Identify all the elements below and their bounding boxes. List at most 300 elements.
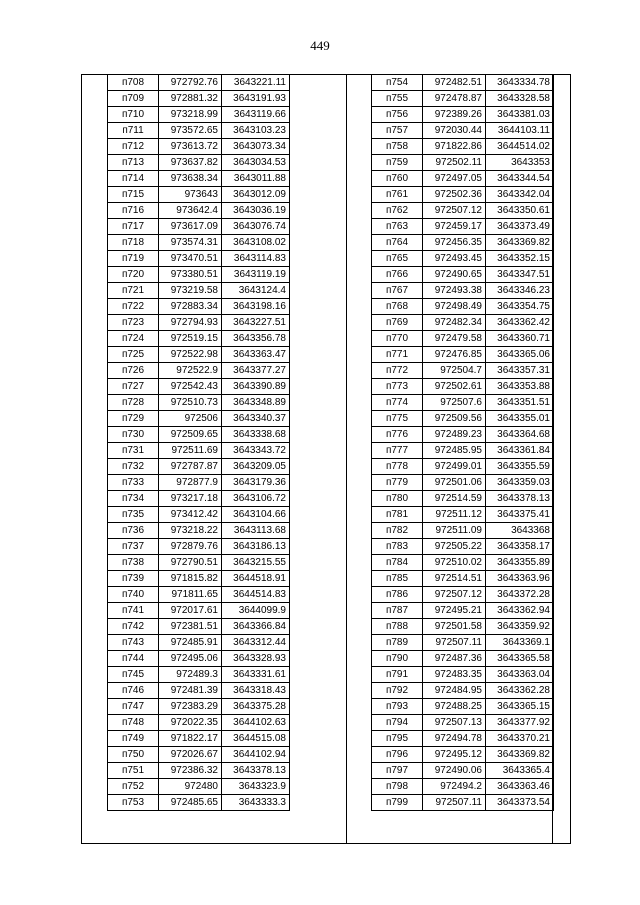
- y-coordinate-cell: 3643353: [486, 155, 554, 171]
- table-row: [372, 299, 554, 315]
- point-id-cell: п765: [372, 251, 423, 267]
- point-id-cell: п712: [108, 139, 159, 155]
- point-id-cell: п754: [372, 75, 423, 91]
- table-row: [372, 635, 554, 651]
- table-row: [372, 219, 554, 235]
- x-coordinate-cell: 972495.12: [423, 747, 486, 763]
- point-id-cell: п744: [108, 651, 159, 667]
- y-coordinate-cell: 3643373.49: [486, 219, 554, 235]
- table-row: [108, 571, 290, 587]
- x-coordinate-cell: 972026.67: [159, 747, 222, 763]
- table-row: [372, 779, 554, 795]
- x-coordinate-cell: 972790.51: [159, 555, 222, 571]
- table-row: [108, 651, 290, 667]
- x-coordinate-cell: 972514.59: [423, 491, 486, 507]
- y-coordinate-cell: 3643350.61: [486, 203, 554, 219]
- x-coordinate-cell: 972507.13: [423, 715, 486, 731]
- y-coordinate-cell: 3643353.88: [486, 379, 554, 395]
- x-coordinate-cell: 972502.36: [423, 187, 486, 203]
- y-coordinate-cell: 3643375.28: [222, 699, 290, 715]
- y-coordinate-cell: 3643036.19: [222, 203, 290, 219]
- y-coordinate-cell: 3643370.21: [486, 731, 554, 747]
- table-row: [372, 667, 554, 683]
- table-row: [372, 715, 554, 731]
- point-id-cell: п738: [108, 555, 159, 571]
- point-id-cell: п714: [108, 171, 159, 187]
- point-id-cell: п758: [372, 139, 423, 155]
- table-row: [108, 555, 290, 571]
- x-coordinate-cell: 972490.65: [423, 267, 486, 283]
- x-coordinate-cell: 972514.51: [423, 571, 486, 587]
- table-row: [372, 427, 554, 443]
- point-id-cell: п739: [108, 571, 159, 587]
- point-id-cell: п772: [372, 363, 423, 379]
- x-coordinate-cell: 972490.06: [423, 763, 486, 779]
- y-coordinate-cell: 3643334.78: [486, 75, 554, 91]
- point-id-cell: п780: [372, 491, 423, 507]
- y-coordinate-cell: 3643351.51: [486, 395, 554, 411]
- x-coordinate-cell: 971811.65: [159, 587, 222, 603]
- point-id-cell: п787: [372, 603, 423, 619]
- y-coordinate-cell: 3643119.19: [222, 267, 290, 283]
- table-row: [108, 491, 290, 507]
- point-id-cell: п799: [372, 795, 423, 811]
- y-coordinate-cell: 3643124.4: [222, 283, 290, 299]
- x-coordinate-cell: 972022.35: [159, 715, 222, 731]
- y-coordinate-cell: 3643365.58: [486, 651, 554, 667]
- point-id-cell: п723: [108, 315, 159, 331]
- y-coordinate-cell: 3643378.13: [222, 763, 290, 779]
- table-row: [108, 443, 290, 459]
- point-id-cell: п755: [372, 91, 423, 107]
- point-id-cell: п776: [372, 427, 423, 443]
- x-coordinate-cell: 972483.35: [423, 667, 486, 683]
- point-id-cell: п766: [372, 267, 423, 283]
- point-id-cell: п747: [108, 699, 159, 715]
- table-row: [108, 267, 290, 283]
- point-id-cell: п760: [372, 171, 423, 187]
- point-id-cell: п792: [372, 683, 423, 699]
- x-coordinate-cell: 972381.51: [159, 619, 222, 635]
- point-id-cell: п710: [108, 107, 159, 123]
- y-coordinate-cell: 3643362.28: [486, 683, 554, 699]
- y-coordinate-cell: 3643363.04: [486, 667, 554, 683]
- y-coordinate-cell: 3643372.28: [486, 587, 554, 603]
- y-coordinate-cell: 3643104.66: [222, 507, 290, 523]
- point-id-cell: п777: [372, 443, 423, 459]
- y-coordinate-cell: 3643359.03: [486, 475, 554, 491]
- point-id-cell: п779: [372, 475, 423, 491]
- point-id-cell: п731: [108, 443, 159, 459]
- x-coordinate-cell: 972522.9: [159, 363, 222, 379]
- table-row: [108, 763, 290, 779]
- table-row: [108, 75, 290, 91]
- table-row: [108, 235, 290, 251]
- y-coordinate-cell: 3643343.72: [222, 443, 290, 459]
- table-row: [108, 123, 290, 139]
- table-row: [372, 603, 554, 619]
- y-coordinate-cell: 3644103.11: [486, 123, 554, 139]
- table-row: [372, 363, 554, 379]
- table-row: [372, 235, 554, 251]
- x-coordinate-cell: 972489.23: [423, 427, 486, 443]
- table-row: [108, 603, 290, 619]
- x-coordinate-cell: 972484.95: [423, 683, 486, 699]
- point-id-cell: п745: [108, 667, 159, 683]
- y-coordinate-cell: 3643227.51: [222, 315, 290, 331]
- point-id-cell: п748: [108, 715, 159, 731]
- y-coordinate-cell: 3643373.54: [486, 795, 554, 811]
- point-id-cell: п740: [108, 587, 159, 603]
- point-id-cell: п720: [108, 267, 159, 283]
- x-coordinate-cell: 972499.01: [423, 459, 486, 475]
- point-id-cell: п791: [372, 667, 423, 683]
- point-id-cell: п730: [108, 427, 159, 443]
- x-coordinate-cell: 972030.44: [423, 123, 486, 139]
- x-coordinate-cell: 972794.93: [159, 315, 222, 331]
- point-id-cell: п764: [372, 235, 423, 251]
- y-coordinate-cell: 3643362.94: [486, 603, 554, 619]
- table-row: [372, 795, 554, 811]
- y-coordinate-cell: 3643352.15: [486, 251, 554, 267]
- table-row: [372, 171, 554, 187]
- x-coordinate-cell: 972509.65: [159, 427, 222, 443]
- point-id-cell: п784: [372, 555, 423, 571]
- table-row: [372, 347, 554, 363]
- table-row: [372, 187, 554, 203]
- y-coordinate-cell: 3643348.89: [222, 395, 290, 411]
- x-coordinate-cell: 973643: [159, 187, 222, 203]
- y-coordinate-cell: 3643369.82: [486, 747, 554, 763]
- table-row: [372, 251, 554, 267]
- table-row: [372, 491, 554, 507]
- y-coordinate-cell: 3643342.04: [486, 187, 554, 203]
- x-coordinate-cell: 972787.87: [159, 459, 222, 475]
- table-row: [372, 315, 554, 331]
- x-coordinate-cell: 972507.11: [423, 795, 486, 811]
- point-id-cell: п717: [108, 219, 159, 235]
- x-coordinate-cell: 972480: [159, 779, 222, 795]
- y-coordinate-cell: 3643360.71: [486, 331, 554, 347]
- table-row: [372, 731, 554, 747]
- coordinates-table-right: [371, 74, 554, 811]
- table-row: [108, 379, 290, 395]
- x-coordinate-cell: 973218.99: [159, 107, 222, 123]
- x-coordinate-cell: 972507.12: [423, 587, 486, 603]
- point-id-cell: п733: [108, 475, 159, 491]
- y-coordinate-cell: 3643186.13: [222, 539, 290, 555]
- y-coordinate-cell: 3643365.06: [486, 347, 554, 363]
- point-id-cell: п728: [108, 395, 159, 411]
- point-id-cell: п721: [108, 283, 159, 299]
- x-coordinate-cell: 973638.34: [159, 171, 222, 187]
- y-coordinate-cell: 3644514.02: [486, 139, 554, 155]
- x-coordinate-cell: 973380.51: [159, 267, 222, 283]
- table-row: [108, 283, 290, 299]
- x-coordinate-cell: 972511.69: [159, 443, 222, 459]
- x-coordinate-cell: 972488.25: [423, 699, 486, 715]
- x-coordinate-cell: 972493.38: [423, 283, 486, 299]
- y-coordinate-cell: 3643191.93: [222, 91, 290, 107]
- point-id-cell: п711: [108, 123, 159, 139]
- x-coordinate-cell: 973574.31: [159, 235, 222, 251]
- x-coordinate-cell: 972476.85: [423, 347, 486, 363]
- point-id-cell: п729: [108, 411, 159, 427]
- point-id-cell: п709: [108, 91, 159, 107]
- table-row: [372, 379, 554, 395]
- point-id-cell: п794: [372, 715, 423, 731]
- table-row: [372, 91, 554, 107]
- x-coordinate-cell: 972485.91: [159, 635, 222, 651]
- y-coordinate-cell: 3643113.68: [222, 523, 290, 539]
- x-coordinate-cell: 972501.06: [423, 475, 486, 491]
- point-id-cell: п762: [372, 203, 423, 219]
- point-id-cell: п757: [372, 123, 423, 139]
- x-coordinate-cell: 972481.39: [159, 683, 222, 699]
- y-coordinate-cell: 3643073.34: [222, 139, 290, 155]
- y-coordinate-cell: 3643221.11: [222, 75, 290, 91]
- y-coordinate-cell: 3643355.01: [486, 411, 554, 427]
- point-id-cell: п737: [108, 539, 159, 555]
- x-coordinate-cell: 972505.22: [423, 539, 486, 555]
- x-coordinate-cell: 972879.76: [159, 539, 222, 555]
- x-coordinate-cell: 971822.17: [159, 731, 222, 747]
- y-coordinate-cell: 3644515.08: [222, 731, 290, 747]
- point-id-cell: п735: [108, 507, 159, 523]
- x-coordinate-cell: 973637.82: [159, 155, 222, 171]
- y-coordinate-cell: 3643362.42: [486, 315, 554, 331]
- point-id-cell: п773: [372, 379, 423, 395]
- y-coordinate-cell: 3643365.4: [486, 763, 554, 779]
- point-id-cell: п753: [108, 795, 159, 811]
- table-row: [372, 459, 554, 475]
- point-id-cell: п718: [108, 235, 159, 251]
- point-id-cell: п741: [108, 603, 159, 619]
- table-row: [108, 683, 290, 699]
- y-coordinate-cell: 3643355.59: [486, 459, 554, 475]
- y-coordinate-cell: 3643076.74: [222, 219, 290, 235]
- page-number: 449: [310, 38, 330, 53]
- table-row: [372, 699, 554, 715]
- y-coordinate-cell: 3643179.36: [222, 475, 290, 491]
- y-coordinate-cell: 3644514.83: [222, 587, 290, 603]
- y-coordinate-cell: 3643119.66: [222, 107, 290, 123]
- x-coordinate-cell: 972877.9: [159, 475, 222, 491]
- y-coordinate-cell: 3643108.02: [222, 235, 290, 251]
- table-row: [108, 139, 290, 155]
- x-coordinate-cell: 972389.26: [423, 107, 486, 123]
- table-row: [108, 507, 290, 523]
- table-row: [372, 683, 554, 699]
- point-id-cell: п783: [372, 539, 423, 555]
- table-row: [108, 347, 290, 363]
- y-coordinate-cell: 3643369.1: [486, 635, 554, 651]
- table-row: [372, 443, 554, 459]
- point-id-cell: п749: [108, 731, 159, 747]
- y-coordinate-cell: 3643323.9: [222, 779, 290, 795]
- x-coordinate-cell: 971815.82: [159, 571, 222, 587]
- table-row: [108, 363, 290, 379]
- y-coordinate-cell: 3644102.63: [222, 715, 290, 731]
- y-coordinate-cell: 3643355.89: [486, 555, 554, 571]
- x-coordinate-cell: 973617.09: [159, 219, 222, 235]
- x-coordinate-cell: 972509.56: [423, 411, 486, 427]
- table-row: [108, 299, 290, 315]
- y-coordinate-cell: 3643328.93: [222, 651, 290, 667]
- point-id-cell: п781: [372, 507, 423, 523]
- table-row: [372, 475, 554, 491]
- x-coordinate-cell: 973217.18: [159, 491, 222, 507]
- y-coordinate-cell: 3643358.17: [486, 539, 554, 555]
- y-coordinate-cell: 3643012.09: [222, 187, 290, 203]
- point-id-cell: п767: [372, 283, 423, 299]
- coordinates-table-left: [107, 74, 290, 811]
- y-coordinate-cell: 3643318.43: [222, 683, 290, 699]
- x-coordinate-cell: 972386.32: [159, 763, 222, 779]
- y-coordinate-cell: 3643363.46: [486, 779, 554, 795]
- x-coordinate-cell: 973642.4: [159, 203, 222, 219]
- x-coordinate-cell: 972511.12: [423, 507, 486, 523]
- table-row: [372, 411, 554, 427]
- point-id-cell: п751: [108, 763, 159, 779]
- table-row: [108, 155, 290, 171]
- y-coordinate-cell: 3643328.58: [486, 91, 554, 107]
- table-row: [108, 587, 290, 603]
- table-row: [108, 795, 290, 811]
- table-row: [372, 203, 554, 219]
- table-row: [108, 315, 290, 331]
- table-row: [372, 107, 554, 123]
- y-coordinate-cell: 3643359.92: [486, 619, 554, 635]
- y-coordinate-cell: 3643340.37: [222, 411, 290, 427]
- y-coordinate-cell: 3643106.72: [222, 491, 290, 507]
- x-coordinate-cell: 972498.49: [423, 299, 486, 315]
- table-row: [108, 635, 290, 651]
- point-id-cell: п771: [372, 347, 423, 363]
- y-coordinate-cell: 3643344.54: [486, 171, 554, 187]
- point-id-cell: п786: [372, 587, 423, 603]
- table-row: [108, 699, 290, 715]
- table-row: [372, 747, 554, 763]
- point-id-cell: п778: [372, 459, 423, 475]
- table-row: [372, 763, 554, 779]
- point-id-cell: п746: [108, 683, 159, 699]
- table-row: [108, 539, 290, 555]
- table-row: [108, 779, 290, 795]
- point-id-cell: п788: [372, 619, 423, 635]
- table-row: [372, 507, 554, 523]
- y-coordinate-cell: 3643103.23: [222, 123, 290, 139]
- table-row: [372, 283, 554, 299]
- y-coordinate-cell: 3643312.44: [222, 635, 290, 651]
- table-row: [372, 395, 554, 411]
- y-coordinate-cell: 3643198.16: [222, 299, 290, 315]
- x-coordinate-cell: 973412.42: [159, 507, 222, 523]
- x-coordinate-cell: 972456.35: [423, 235, 486, 251]
- y-coordinate-cell: 3643331.61: [222, 667, 290, 683]
- point-id-cell: п716: [108, 203, 159, 219]
- point-id-cell: п722: [108, 299, 159, 315]
- y-coordinate-cell: 3643356.78: [222, 331, 290, 347]
- point-id-cell: п713: [108, 155, 159, 171]
- x-coordinate-cell: 972507.6: [423, 395, 486, 411]
- x-coordinate-cell: 972495.21: [423, 603, 486, 619]
- x-coordinate-cell: 972542.43: [159, 379, 222, 395]
- x-coordinate-cell: 972017.61: [159, 603, 222, 619]
- point-id-cell: п724: [108, 331, 159, 347]
- y-coordinate-cell: 3643364.68: [486, 427, 554, 443]
- table-row: [108, 331, 290, 347]
- y-coordinate-cell: 3643369.82: [486, 235, 554, 251]
- table-row: [108, 411, 290, 427]
- point-id-cell: п785: [372, 571, 423, 587]
- table-row: [108, 667, 290, 683]
- table-row: [108, 219, 290, 235]
- point-id-cell: п793: [372, 699, 423, 715]
- point-id-cell: п761: [372, 187, 423, 203]
- table-row: [108, 523, 290, 539]
- point-id-cell: п750: [108, 747, 159, 763]
- point-id-cell: п795: [372, 731, 423, 747]
- y-coordinate-cell: 3643366.84: [222, 619, 290, 635]
- y-coordinate-cell: 3644099.9: [222, 603, 290, 619]
- table-row: [108, 619, 290, 635]
- table-row: [372, 587, 554, 603]
- table-row: [108, 171, 290, 187]
- point-id-cell: п715: [108, 187, 159, 203]
- y-coordinate-cell: 3643377.27: [222, 363, 290, 379]
- table-row: [108, 731, 290, 747]
- table-row: [108, 107, 290, 123]
- x-coordinate-cell: 973218.22: [159, 523, 222, 539]
- point-id-cell: п708: [108, 75, 159, 91]
- point-id-cell: п752: [108, 779, 159, 795]
- table-row: [372, 267, 554, 283]
- point-id-cell: п759: [372, 155, 423, 171]
- table-row: [108, 251, 290, 267]
- point-id-cell: п768: [372, 299, 423, 315]
- x-coordinate-cell: 972792.76: [159, 75, 222, 91]
- y-coordinate-cell: 3643381.03: [486, 107, 554, 123]
- point-id-cell: п789: [372, 635, 423, 651]
- point-id-cell: п734: [108, 491, 159, 507]
- y-coordinate-cell: 3643363.47: [222, 347, 290, 363]
- x-coordinate-cell: 972459.17: [423, 219, 486, 235]
- x-coordinate-cell: 972511.09: [423, 523, 486, 539]
- x-coordinate-cell: 972489.3: [159, 667, 222, 683]
- table-row: [372, 571, 554, 587]
- y-coordinate-cell: 3644518.91: [222, 571, 290, 587]
- point-id-cell: п775: [372, 411, 423, 427]
- y-coordinate-cell: 3643377.92: [486, 715, 554, 731]
- y-coordinate-cell: 3643378.13: [486, 491, 554, 507]
- x-coordinate-cell: 973219.58: [159, 283, 222, 299]
- y-coordinate-cell: 3643347.51: [486, 267, 554, 283]
- table-row: [372, 75, 554, 91]
- x-coordinate-cell: 972510.73: [159, 395, 222, 411]
- x-coordinate-cell: 972482.51: [423, 75, 486, 91]
- frame-divider-left: [346, 74, 347, 844]
- point-id-cell: п769: [372, 315, 423, 331]
- table-row: [108, 459, 290, 475]
- table-row: [108, 91, 290, 107]
- x-coordinate-cell: 972383.29: [159, 699, 222, 715]
- point-id-cell: п726: [108, 363, 159, 379]
- point-id-cell: п756: [372, 107, 423, 123]
- x-coordinate-cell: 972482.34: [423, 315, 486, 331]
- y-coordinate-cell: 3643114.83: [222, 251, 290, 267]
- table-row: [372, 539, 554, 555]
